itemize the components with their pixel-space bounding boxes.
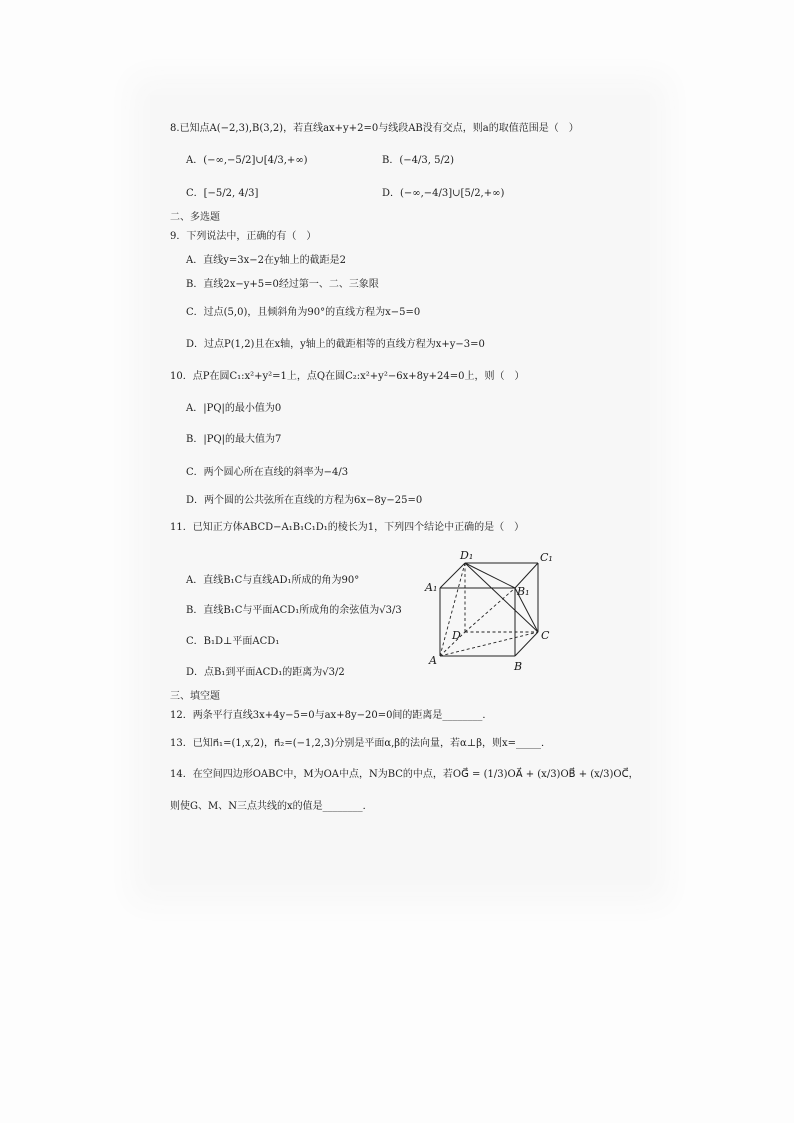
q14-line1: 14．在空间四边形OABC中，M为OA中点，N为BC的中点，若OG⃗ = (1/3)OA⃗ + (x/3)OB⃗ + (x/3)OC⃗， xyxy=(170,769,639,780)
cube-figure xyxy=(420,548,560,678)
q11-option-d: D．点B₁到平面ACD₁的距离为√3/2 xyxy=(186,667,345,678)
q9-option-c: C．过点(5,0)，且倾斜角为90°的直线方程为x−5=0 xyxy=(186,307,421,318)
scanned-sheet xyxy=(150,95,650,885)
q13: 13．已知n⃗₁=(1,x,2)，n⃗₂=(−1,2,3)分别是平面α,β的法向量，若α⊥β，则x=_____． xyxy=(170,738,551,749)
q12: 12．两条平行直线3x+4y−5=0与ax+8y−20=0间的距离是________． xyxy=(170,710,493,721)
label-c1: C₁ xyxy=(540,551,553,564)
section-fill-in: 三、填空题 xyxy=(170,691,220,702)
q10-option-a: A．|PQ|的最小值为0 xyxy=(186,403,282,414)
label-b1: B₁ xyxy=(517,585,530,598)
q8-option-a: A．(−∞,−5/2]∪[4/3,+∞) xyxy=(186,155,308,166)
label-b: B xyxy=(514,660,523,673)
q11-option-b: B．直线B₁C与平面ACD₁所成角的余弦值为√3/3 xyxy=(186,605,402,616)
label-a1: A₁ xyxy=(425,581,438,594)
q9-option-b: B．直线2x−y+5=0经过第一、二、三象限 xyxy=(186,279,379,290)
edge-b-c xyxy=(515,632,538,656)
q10-stem: 10．点P在圆C₁:x²+y²=1上，点Q在圆C₂:x²+y²−6x+8y+24=0上，则（ ） xyxy=(170,371,525,382)
label-a: A xyxy=(429,654,437,667)
q9-option-a: A．直线y=3x−2在y轴上的截距是2 xyxy=(186,255,347,266)
q8-option-d: D．(−∞,−4/3]∪[5/2,+∞) xyxy=(382,188,505,199)
label-d1: D₁ xyxy=(460,549,474,562)
q9-stem: 9．下列说法中，正确的有（ ） xyxy=(170,231,317,242)
segment-d-b1-hidden xyxy=(465,588,515,632)
section-multiple-choice: 二、多选题 xyxy=(170,212,220,223)
segment-a-d1-hidden xyxy=(440,563,465,656)
q9-option-d: D．过点P(1,2)且在x轴，y轴上的截距相等的直线方程为x+y−3=0 xyxy=(186,339,485,350)
q8-option-b: B．(−4/3, 5/2) xyxy=(382,155,455,166)
label-c: C xyxy=(541,629,550,642)
label-d: D xyxy=(452,629,461,642)
q11-option-a: A．直线B₁C与直线AD₁所成的角为90° xyxy=(186,575,360,586)
q10-option-d: D．两个圆的公共弦所在直线的方程为6x−8y−25=0 xyxy=(186,495,423,506)
q11-option-c: C．B₁D⊥平面ACD₁ xyxy=(186,636,280,647)
q14-line2: 则使G、M、N三点共线的x的值是________． xyxy=(170,801,373,812)
segment-d1-b1 xyxy=(465,563,515,588)
q11-stem: 11．已知正方体ABCD−A₁B₁C₁D₁的棱长为1，下列四个结论中正确的是（ ） xyxy=(170,522,525,533)
q8-option-c: C．[−5/2, 4/3] xyxy=(186,188,259,199)
q10-option-b: B．|PQ|的最大值为7 xyxy=(186,434,282,445)
q10-option-c: C．两个圆心所在直线的斜率为−4/3 xyxy=(186,467,349,478)
q8-stem: 8.已知点A(−2,3),B(3,2)，若直线ax+y+2=0与线段AB没有交点，则a的取值范围是（ ） xyxy=(170,123,579,134)
